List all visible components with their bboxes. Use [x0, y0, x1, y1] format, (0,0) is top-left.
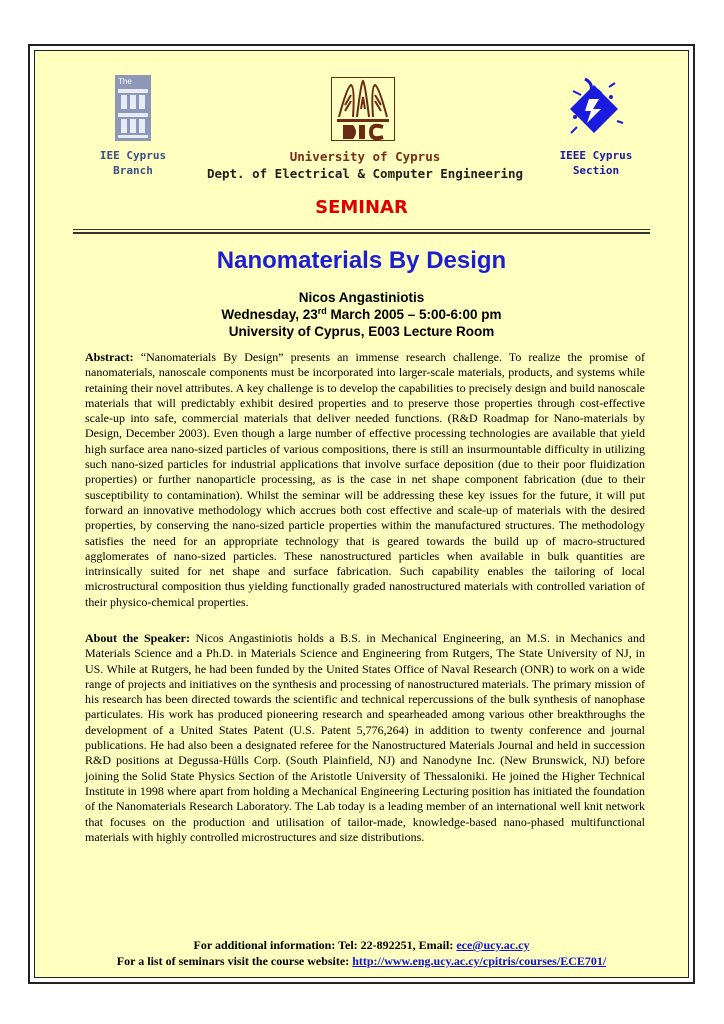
course-website-link[interactable]: http://www.eng.ucy.ac.cy/cpitris/courses/ECE701/: [352, 954, 607, 968]
speaker-bio-text: Nicos Angastiniotis holds a B.S. in Mechanical Engineering, an M.S. in Mechanics and Materials Science and a Ph.D. in Materials Science and Engineering from Rutgers, The State University of NJ, in US. While at Rutgers, he had been funded by the United States Office of Naval Research (ONR) to work on a wide range of projects and initiatives on the synthesis and processing of nanostructured materials. The primary mission of his research has been directed towards the scientific and technical repercussions of the bulk synthesis of nanophase particulates. His work has produced pioneering research and spearheaded among various other breakthroughs the development of a United States Patent (U.S. Patent 5,776,264) in addition to twenty conference and journal publications. He had also been a designated referee for the Nanostructured Materials Journal and held in succession R&D positions at Degussa-Hülls Corp. (South Plainfield, NJ) and Nanodyne Inc. (New Brunswick, NJ) before joining the Solid State Physics Section of the Aristotle University of Thessaloniki. He joined the Higher Technical Institute in 1998 where apart from holding a Mechanical Engineering Lecturing position has initiated the foundation of the Nanomaterials Research Laboratory. The Lab today is a leading member of an international well knit network that focuses on the production and utilisation of tailor-made, knowledge-based nano-phased multifunctional materials with highly controlled microstructures and size distributions.: [85, 631, 645, 844]
university-header: [185, 148, 545, 182]
poster-panel: [34, 50, 689, 978]
speaker-bio-paragraph: [85, 631, 645, 845]
talk-title: Nanomaterials By Design: [216, 247, 507, 274]
date-prefix: Wednesday, 23: [221, 307, 318, 322]
contact-line: [35, 937, 688, 953]
ieee-label-line1: IEEE Cyprus: [559, 149, 633, 162]
seminar-heading: SEMINAR: [315, 197, 408, 218]
speaker-bio-heading: About the Speaker:: [85, 631, 190, 645]
abstract-text: “Nanomaterials By Design” presents an immense research challenge. To realize the promise of nanomaterials, nanoscale components must be incorporated into larger-scale materials, products, and systems while retaining their novel attributes. A key challenge is to develop the capabilities to precisely design and build nanoscale materials that will predictably exhibit desired properties and to preserve those properties through cost-effective scale-up into safe, commercial materials that deliver needed functions. (R&D Roadmap for Nano-materials by Design, December 2003). Even though a large number of effective processing technologies are available that yield high surface area nano-sized particles of various compositions, there is still an insurmountable difficulty in utilizing such nano-sized particles for industrial applications that involve surface deposition (due to their poor fluidization properties) or further nanoparticle processing, as is the case in net shape component fabrication (due to their susceptibility to contamination). Whilst the seminar will be addressing these key issues for the future, it will put forward an innovative methodology which accrues both cost effective and scale-up of materials with the desired properties, by conserving the nano-sized particle properties within the manufactured structures. The methodology satisfies the need for an appropriate technology that is geared towards the build up of macro-structured agglomerates of nano-sized particles. These nanostructured particles when available in bulk quantities are intrinsically suited for net shape and surface fabrication. Such capability enables the tailoring of local microstructural composition thus yielding functionally graded nanostructured materials with controlled variation of their physico-chemical properties.: [85, 350, 645, 609]
date-superscript: rd: [317, 306, 327, 316]
abstract-heading: Abstract:: [85, 350, 134, 364]
speaker-name: Nicos Angastiniotis: [298, 290, 425, 305]
university-name: University of Cyprus: [289, 149, 441, 164]
poster-outer-border: [28, 44, 695, 984]
divider-thick: [73, 232, 650, 234]
iee-logo-text: The: [118, 77, 132, 86]
divider-thin: [73, 229, 650, 230]
iee-branch-label: [75, 148, 191, 178]
abstract-paragraph: [85, 350, 645, 610]
iee-label-line1: IEE Cyprus: [99, 149, 167, 162]
contact-prefix: For additional information: Tel: 22-892251, Email:: [193, 938, 457, 952]
iee-label-line2: Branch: [113, 164, 153, 177]
ieee-section-label: [543, 148, 649, 178]
ieee-logo-icon: [563, 77, 625, 141]
iee-logo-icon: [115, 75, 151, 141]
website-prefix: For a list of seminars visit the course website:: [116, 954, 353, 968]
department-name: Dept. of Electrical & Computer Engineering: [206, 166, 524, 181]
website-line: [35, 953, 688, 969]
talk-date: [35, 306, 688, 323]
contact-info: [35, 937, 688, 969]
email-link[interactable]: ece@ucy.ac.cy: [456, 938, 530, 952]
date-suffix: March 2005 – 5:00-6:00 pm: [326, 307, 502, 322]
ieee-label-line2: Section: [572, 164, 620, 177]
talk-details: [35, 289, 688, 340]
talk-location: University of Cyprus, E003 Lecture Room: [228, 324, 495, 339]
ucy-logo-icon: [331, 77, 395, 141]
